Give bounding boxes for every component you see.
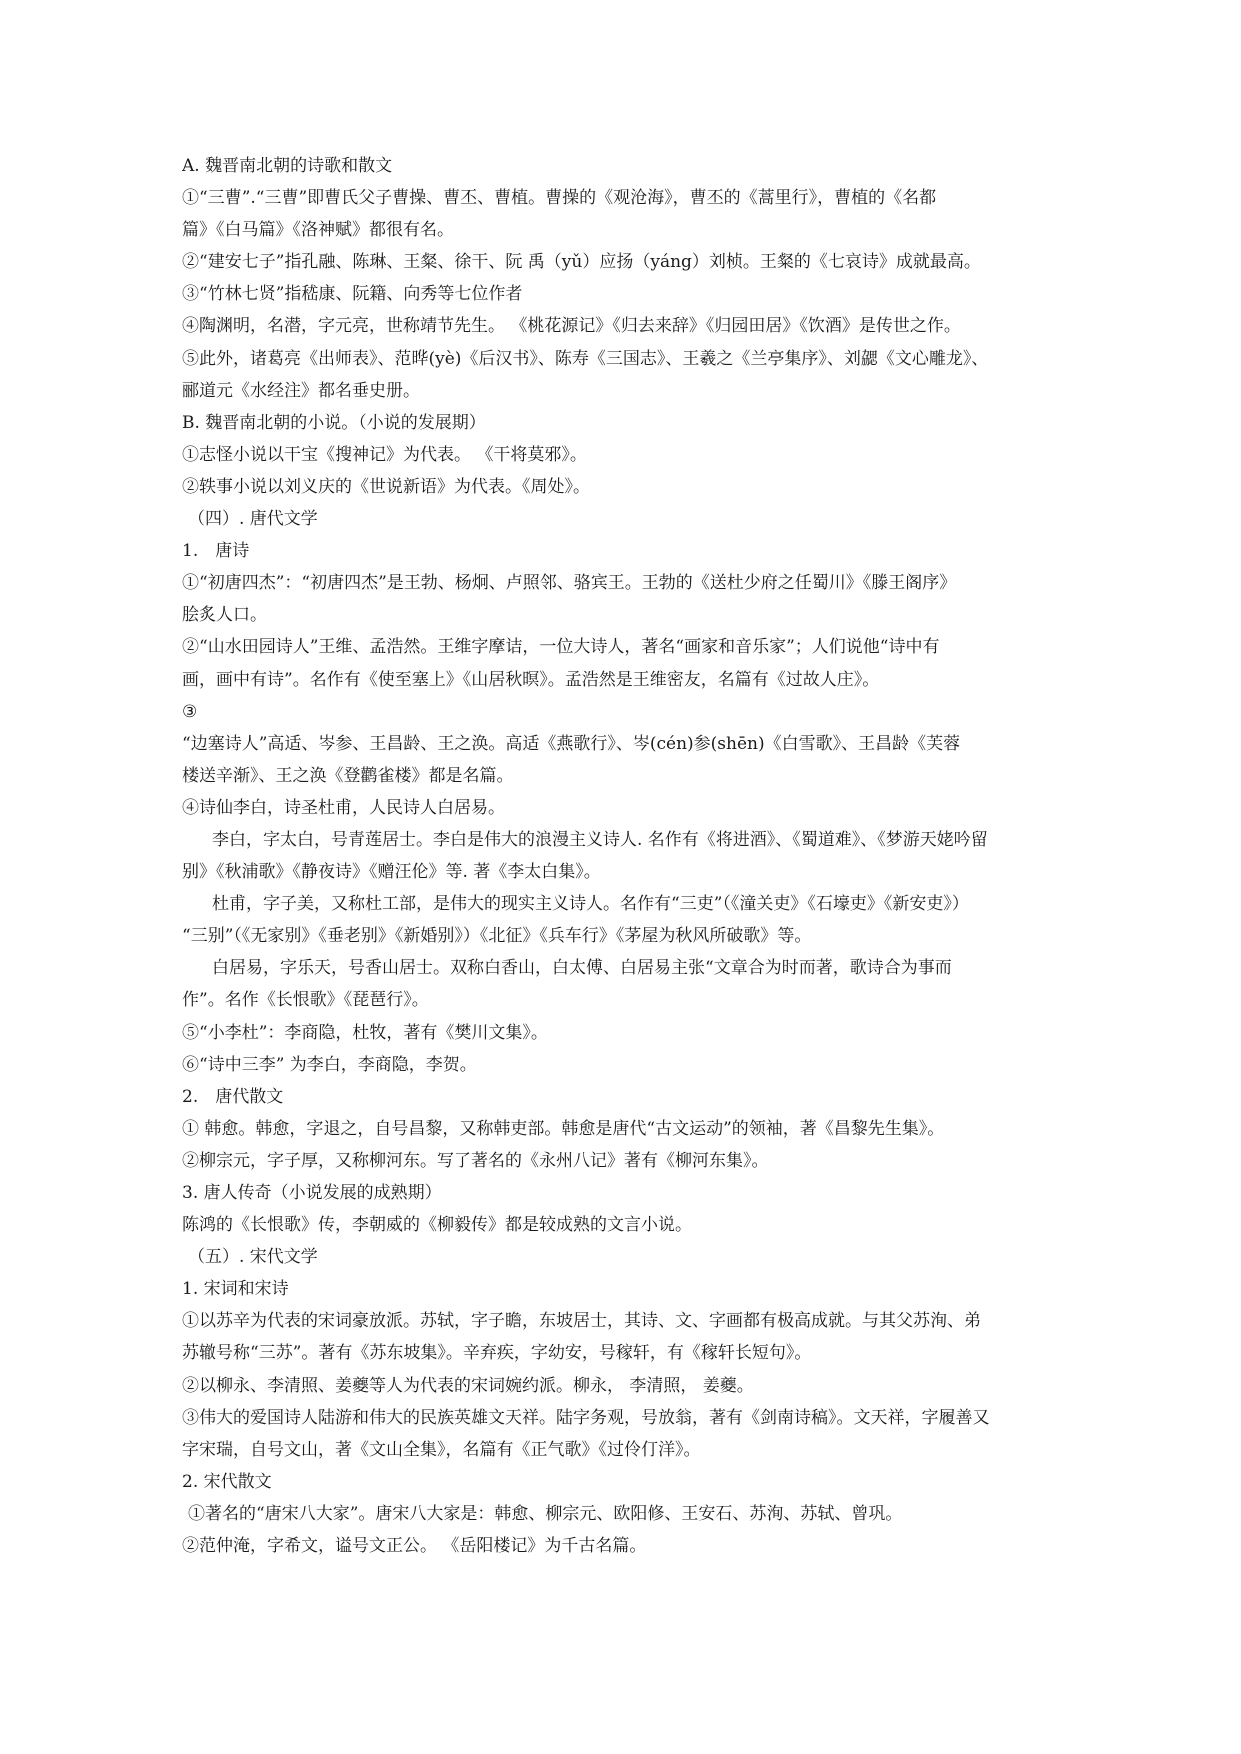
paragraph-line: “三别”（《无家别》《垂老别》《新婚别》）《北征》《兵车行》《茅屋为秋风所破歌》等。 [182,926,812,947]
paragraph-line: ②“建安七子”指孔融、陈琳、王粲、徐干、阮 禹（yǔ）应扬（yáng）刘桢。王粲的《七哀诗》成就最高。 [182,252,981,273]
paragraph-line: 画，画中有诗”。名作有《使至塞上》《山居秋暝》。孟浩然是王维密友，名篇有《过故人庄》。 [182,669,880,690]
paragraph-line: ②轶事小说以刘义庆的《世说新语》为代表。《周处》。 [182,476,590,497]
section-heading-song: （五）. 宋代文学 [188,1247,318,1268]
paragraph-line: 杜甫，字子美，又称杜工部，是伟大的现实主义诗人。名作有“三吏”（《潼关吏》《石壕吏》《新安吏》） [212,894,969,915]
paragraph-line: ②以柳永、李清照、姜夔等人为代表的宋词婉约派。柳永， 李清照， 姜夔。 [182,1375,754,1396]
paragraph-line: 脍炙人口。 [182,605,267,626]
paragraph-line: ②范仲淹，字希文，谥号文正公。 《岳阳楼记》为千古名篇。 [182,1536,647,1557]
paragraph-line: 篇》《白马篇》《洛神赋》都很有名。 [182,220,454,241]
section-heading-a: A. 魏晋南北朝的诗歌和散文 [182,156,393,176]
section-heading-b: B. 魏晋南北朝的小说。（小说的发展期） [182,412,486,433]
paragraph-line: 陈鸿的《长恨歌》传，李朝威的《柳毅传》都是较成熟的文言小说。 [182,1215,692,1236]
paragraph-line: 郦道元《水经注》都名垂史册。 [182,380,420,401]
paragraph-line: ① 韩愈。韩愈，字退之，自号昌黎，又称韩吏部。韩愈是唐代“古文运动”的领袖，著《昌黎先生集》。 [182,1118,945,1139]
paragraph-line: ①以苏辛为代表的宋词豪放派。苏轼，字子瞻，东坡居士，其诗、文、字画都有极高成就。与其父苏洵、弟 [182,1311,981,1332]
paragraph-line: ③“竹林七贤”指嵇康、阮籍、向秀等七位作者 [182,284,523,305]
paragraph-line: ⑤此外，诸葛亮《出师表》、范晔(yè)《后汉书》、陈寿《三国志》、王羲之《兰亭集序》、刘勰《文心雕龙》、 [182,348,989,369]
paragraph-line: 白居易，字乐天，号香山居士。双称白香山，白太傅、白居易主张“文章合为时而著，歌诗合为事而 [212,958,952,979]
paragraph-line: ③ [182,701,198,722]
paragraph-line: 字宋瑞，自号文山，著《文山全集》，名篇有《正气歌》《过伶仃洋》。 [182,1439,701,1460]
paragraph-line: ①著名的“唐宋八大家”。唐宋八大家是：韩愈、柳宗元、欧阳修、王安石、苏洵、苏轼、曾巩。 [188,1503,903,1524]
paragraph-line: ④诗仙李白，诗圣杜甫，人民诗人白居易。 [182,797,505,818]
paragraph-line: 别》《秋浦歌》《静夜诗》《赠汪伦》等. 著《李太白集》。 [182,862,601,883]
paragraph-line: 作”。名作《长恨歌》《琵琶行》。 [182,990,429,1011]
paragraph-line: ①“三曹”.“三曹”即曹氏父子曹操、曹丕、曹植。曹操的《观沧海》，曹丕的《蒿里行》，曹植的《名都 [182,188,937,209]
subsection-heading: 3. 唐人传奇（小说发展的成熟期） [182,1183,442,1203]
paragraph-line: 李白，字太白，号青莲居士。李白是伟大的浪漫主义诗人. 名作有《将进酒》、《蜀道难》、《梦游天姥吟留 [212,829,988,850]
paragraph-line: ②柳宗元，字子厚，又称柳河东。写了著名的《永州八记》著有《柳河东集》。 [182,1150,769,1171]
paragraph-line: ④陶渊明，名潜，字元亮，世称靖节先生。 《桃花源记》《归去来辞》《归园田居》《饮酒》是传世之作。 [182,316,961,337]
paragraph-line: ①志怪小说以干宝《搜神记》为代表。 《干将莫邪》。 [182,444,587,465]
paragraph-line: ③伟大的爱国诗人陆游和伟大的民族英雄文天祥。陆字务观，号放翁，著有《剑南诗稿》。文天祥，字履善又 [182,1407,990,1428]
subsection-heading: 2. 唐代散文 [182,1086,284,1107]
section-heading-tang: （四）. 唐代文学 [188,509,318,530]
subsection-heading: 2. 宋代散文 [182,1471,272,1492]
paragraph-line: ②“山水田园诗人”王维、孟浩然。王维字摩诘，一位大诗人，著名“画家和音乐家”；人们说他“诗中有 [182,637,940,658]
subsection-heading: 1. 唐诗 [182,541,250,562]
paragraph-line: ①“初唐四杰”：“初唐四杰”是王勃、杨炯、卢照邻、骆宾王。王勃的《送杜少府之任蜀川》《滕王阁序》 [182,573,957,594]
paragraph-line: ⑥“诗中三李” 为李白，李商隐，李贺。 [182,1054,477,1075]
paragraph-line: ⑤“小李杜”：李商隐，杜牧，著有《樊川文集》。 [182,1022,548,1043]
paragraph-line: 楼送辛渐》、王之涣《登鹳雀楼》都是名篇。 [182,765,514,786]
paragraph-line: 苏辙号称“三苏”。著有《苏东坡集》。辛弃疾，字幼安，号稼轩，有《稼轩长短句》。 [182,1343,812,1364]
paragraph-line: “边塞诗人”高适、岑参、王昌龄、王之涣。高适《燕歌行》、岑(cén)参(shēn)《白雪歌》、王昌龄《芙蓉 [182,733,961,754]
subsection-heading: 1. 宋词和宋诗 [182,1279,289,1300]
